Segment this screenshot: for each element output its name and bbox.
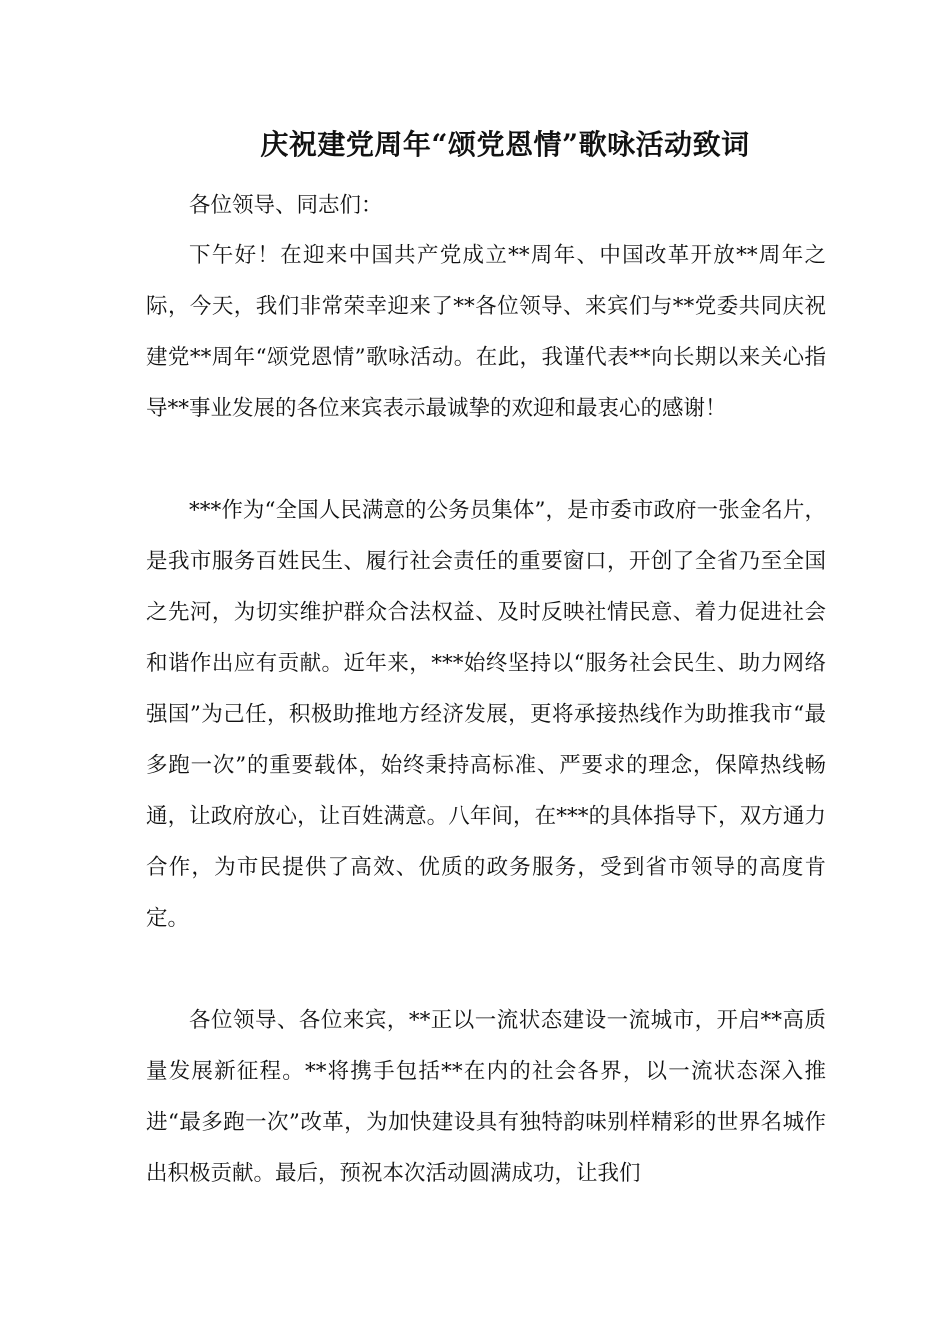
paragraph-opening: 下午好！在迎来中国共产党成立**周年、中国改革开放**周年之际，今天，我们非常荣幸迎来了**各位领导、来宾们与**党委共同庆祝建党**周年“颂党恩情”歌咏活动。在此，我谨代表**向长期以来关心指导**事业发展的各位来宾表示最诚挚的欢迎和最衷心的感谢！ xyxy=(146,243,826,421)
greeting-line: 各位领导、同志们： xyxy=(189,193,383,218)
paragraph-achievements: ***作为“全国人民满意的公务员集体”，是市委市政府一张金名片，是我市服务百姓民生、履行社会责任的重要窗口，开创了全省乃至全国之先河，为切实维护群众合法权益、及时反映社情民意、着力促进社会和谐作出应有贡献。近年来，***始终坚持以“服务社会民生、助力网络强国”为己任，积极助推地方经济发展，更将承接热线作为助推我市“最多跑一次”的重要载体，始终秉持高标准、严要求的理念，保障热线畅通，让政府放心，让百姓满意。八年间，在***的具体指导下，双方通力合作，为市民提供了高效、优质的政务服务，受到省市领导的高度肯定。 xyxy=(146,498,826,931)
paragraph-closing: 各位领导、各位来宾，**正以一流状态建设一流城市，开启**高质量发展新征程。**将携手包括**在内的社会各界，以一流状态深入推进“最多跑一次”改革，为加快建设具有独特韵味别样精彩的世界名城作出积极贡献。最后，预祝本次活动圆满成功，让我们 xyxy=(146,1008,826,1186)
document-title: 庆祝建党周年“颂党恩情”歌咏活动致词 xyxy=(260,128,750,161)
